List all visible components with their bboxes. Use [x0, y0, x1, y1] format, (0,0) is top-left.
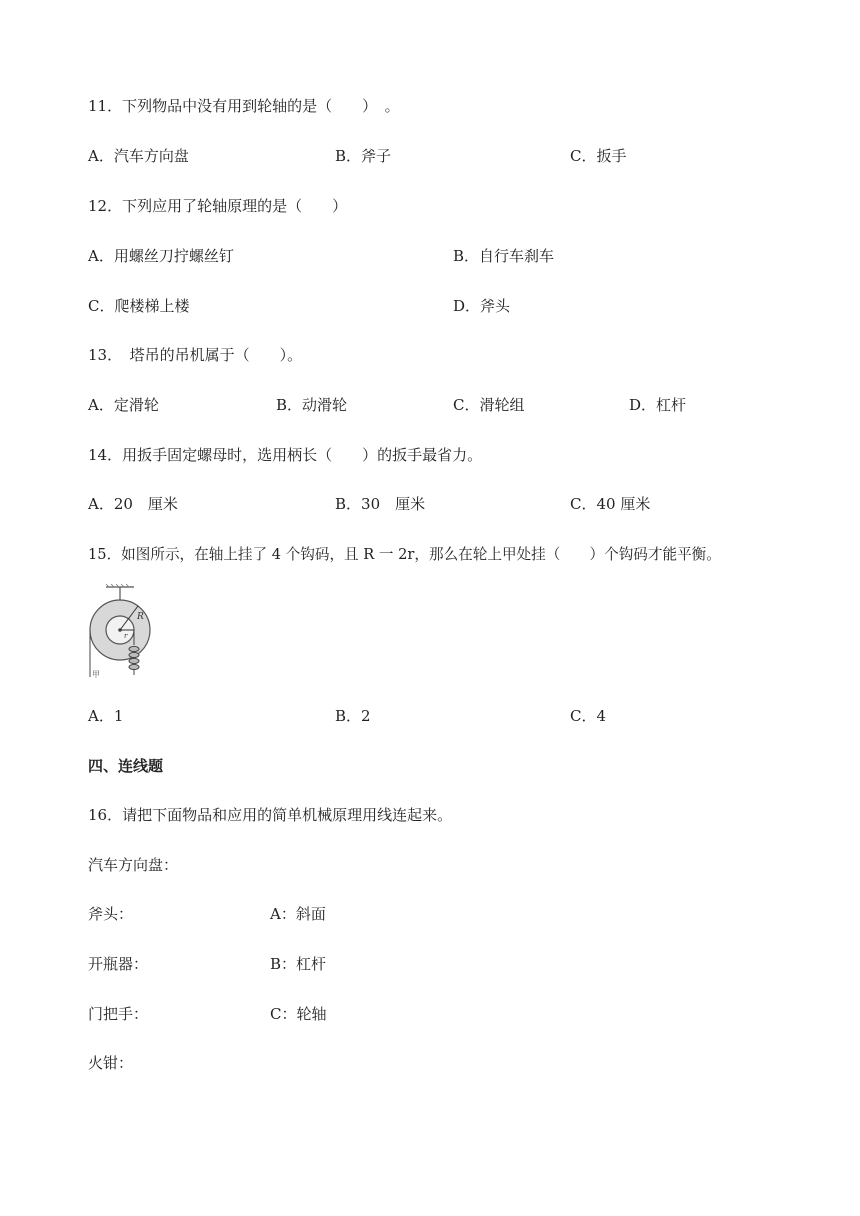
q11-option-b: B．斧子 [335, 147, 392, 165]
q13-option-c: C．滑轮组 [453, 396, 525, 414]
q13-option-a: A．定滑轮 [88, 396, 159, 414]
q16-item-tongs: 火钳： [88, 1054, 134, 1072]
wheel-axle-diagram [84, 583, 156, 683]
q13-stem: 13． 塔吊的吊机属于（ ）。 [88, 346, 303, 364]
q16-item-bottle-opener: 开瓶器： [88, 955, 149, 973]
q14-stem: 14．用扳手固定螺母时，选用柄长（ ）的扳手最省力。 [88, 446, 483, 464]
q14-option-b: B．30 厘米 [335, 495, 426, 513]
q12-stem: 12．下列应用了轮轴原理的是（ ） [88, 197, 348, 215]
label-jia: 甲 [92, 670, 100, 679]
q13-option-b: B．动滑轮 [276, 396, 348, 414]
q11-option-a: A．汽车方向盘 [88, 147, 189, 165]
q16-item-axe: 斧头： [88, 905, 134, 923]
q16-principle-c: C：轮轴 [270, 1005, 327, 1023]
q15-option-a: A．1 [88, 707, 124, 725]
q14-option-c: C．40 厘米 [570, 495, 651, 513]
q14-option-a: A．20 厘米 [88, 495, 178, 513]
label-r: r [124, 632, 128, 640]
label-R: R [137, 612, 144, 622]
q12-option-d: D．斧头 [453, 297, 511, 315]
q15-option-c: C．4 [570, 707, 607, 725]
section-title: 四、连线题 [88, 757, 164, 775]
wheel-axle-figure [84, 583, 156, 683]
q11-stem: 11．下列物品中没有用到轮轴的是（ ） 。 [88, 97, 400, 115]
q16-principle-a: A：斜面 [270, 905, 326, 923]
q16-stem: 16．请把下面物品和应用的简单机械原理用线连起来。 [88, 806, 453, 824]
q12-option-b: B．自行车刹车 [453, 247, 555, 265]
q11-option-c: C．扳手 [570, 147, 627, 165]
q13-option-d: D．杠杆 [629, 396, 687, 414]
q12-option-c: C．爬楼梯上楼 [88, 297, 190, 315]
q16-item-door-handle: 门把手： [88, 1005, 149, 1023]
q16-item-steering-wheel: 汽车方向盘： [88, 856, 179, 874]
q12-option-a: A．用螺丝刀拧螺丝钉 [88, 247, 234, 265]
q15-stem: 15．如图所示，在轴上挂了 4 个钩码，且 R 一 2r，那么在轮上甲处挂（ ）个钩码才能平衡。 [88, 546, 721, 563]
q15-option-b: B．2 [335, 707, 371, 725]
q16-principle-b: B：杠杆 [270, 955, 327, 973]
